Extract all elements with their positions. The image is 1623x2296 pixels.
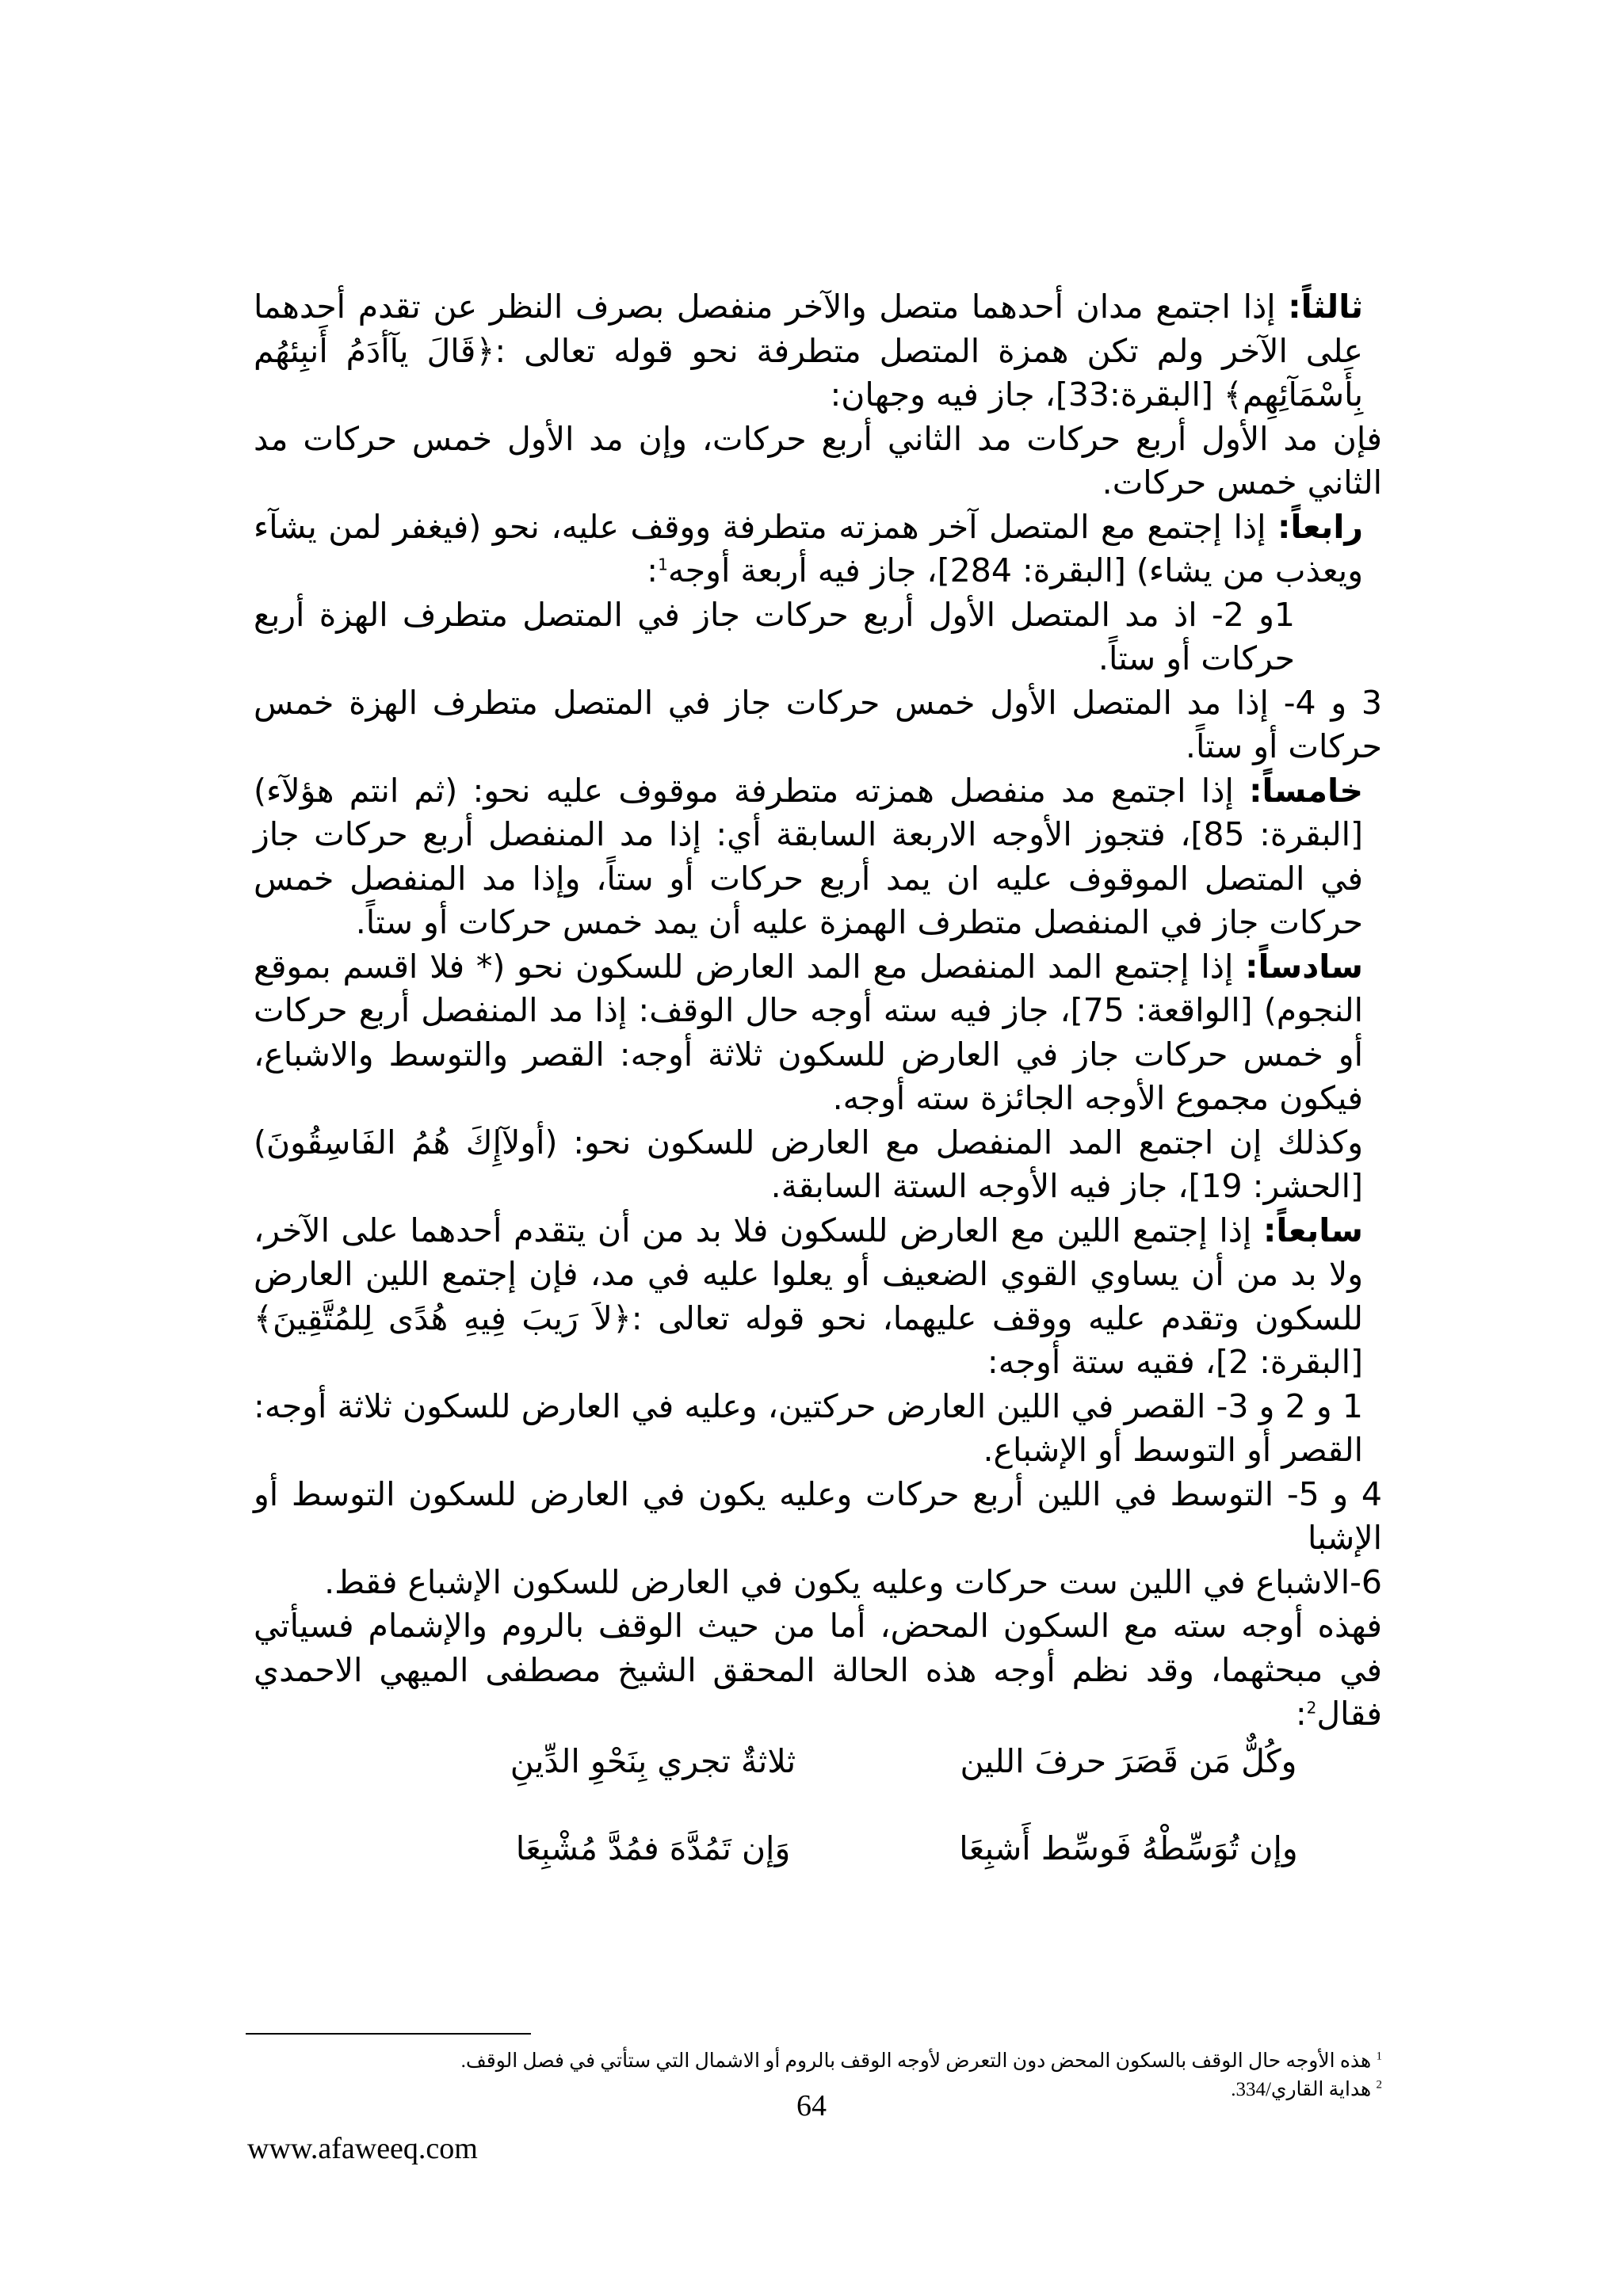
- page-number: 64: [796, 2089, 827, 2122]
- paragraph-tail: :: [647, 551, 659, 589]
- paragraph: [254, 1561, 1382, 1605]
- paragraph-text: 3 و 4- إذا مد المتصل الأول خمس حركات جاز في المتصل متطرف الهزة خمس حركات أو ستاً.: [254, 683, 1383, 765]
- paragraph: [254, 1385, 1382, 1473]
- paragraph: [254, 1473, 1382, 1561]
- verse-first-hemistich: وإن تُوَسِّطْهُ فَوسِّط أَشبِعَا: [959, 1829, 1298, 1867]
- heading-seventh: سابعاً:: [1262, 1211, 1363, 1249]
- paragraph-text: 4 و 5- التوسط في اللين أربع حركات وعليه يكون في العارض للسكون التوسط أو الإشبا: [254, 1474, 1382, 1557]
- poem-verse: [254, 1740, 1382, 1827]
- website-url[interactable]: www.afaweeq.com: [247, 2132, 478, 2165]
- paragraph-text: 1و 2- اذ مد المتصل الأول أربع حركات جاز في المتصل متطرف الهزة أربع حركات أو ستاً.: [254, 595, 1295, 677]
- paragraph-sixth: [254, 945, 1382, 1121]
- verse-second-hemistich: ثلاثةٌ تجري بِنَحْوِ الدِّينِ: [510, 1741, 796, 1780]
- paragraph-text: إذا إجتمع مع المتصل آخر همزته متطرفة ووقف عليه، نحو (فيغفر لمن يشآء ويعذب من يشاء) [البقرة: 284]، جاز فيه أربعة أوجه: [254, 507, 1363, 589]
- footnote-mark: 2: [1376, 2078, 1382, 2092]
- footnote-ref-2[interactable]: 2: [1306, 1698, 1317, 1718]
- heading-sixth: سادساً:: [1245, 947, 1363, 986]
- footnote-mark: 1: [1376, 2050, 1382, 2063]
- footnote-text: هداية القاري/334.: [1231, 2079, 1377, 2100]
- footnote-1: [254, 2047, 1382, 2076]
- poem: [254, 1740, 1382, 1914]
- paragraph-text: فإن مد الأول أربع حركات مد الثاني أربع حركات، وإن مد الأول خمس حركات مد الثاني خمس حركات.: [254, 419, 1382, 502]
- paragraph-fifth: [254, 769, 1382, 945]
- footnote-divider: [246, 2033, 531, 2035]
- paragraph-text: إذا اجتمع مدان أحدهما متصل والآخر منفصل بصرف النظر عن تقدم أحدهما على الآخر ولم تكن همزة المتصل متطرفة نحو قوله تعالى :﴿قَالَ يآأدَمُ أَنبِئهُم بِأَسْمَآئِهِم﴾ [البقرة:33]، جاز فيه وجهان:: [254, 288, 1363, 414]
- heading-fifth: خامساً:: [1249, 771, 1363, 810]
- paragraph: [254, 1121, 1382, 1209]
- paragraph-text: 6-الاشباع في اللين ست حركات وعليه يكون في العارض للسكون الإشباع فقط.: [324, 1562, 1382, 1601]
- paragraph: [254, 418, 1382, 505]
- paragraph-text: إذا إجتمع المد المنفصل مع المد العارض للسكون نحو (* فلا اقسم بموقع النجوم) [الواقعة: 75]، جاز فيه سته أوجه حال الوقف: إذا مد المنفصل أربع حركات أو خمس حركات جاز في العارض للسكون ثلاثة أوجه: القصر والتوسط والاشباع، فيكون مجموع الأوجه الجائزة سته أوجه.: [254, 947, 1363, 1117]
- paragraph-text: وكذلك إن اجتمع المد المنفصل مع العارض للسكون نحو: (أولآإِكَ هُمُ الفَاسِقُونَ) [الحشر: 19]، جاز فيه الأوجه الستة السابقة.: [254, 1123, 1363, 1205]
- heading-third: ثالثاً:: [1288, 288, 1363, 326]
- paragraph-fourth: [254, 505, 1382, 593]
- paragraph: [254, 681, 1382, 769]
- poem-verse: [254, 1827, 1382, 1914]
- footnote-ref-1[interactable]: 1: [658, 555, 668, 574]
- paragraph-tail: :: [1295, 1695, 1307, 1733]
- heading-fourth: رابعاً:: [1277, 507, 1363, 546]
- verse-first-hemistich: وكُلٌّ مَن قَصَرَ حرفَ اللين: [960, 1741, 1297, 1780]
- paragraph-text: فهذه أوجه سته مع السكون المحض، أما من حيث الوقف بالروم والإشمام فسيأتي في مبحثهما، وقد نظم أوجه هذه الحالة المحقق الشيخ مصطفى الميهي الاحمدي فقال: [254, 1607, 1382, 1733]
- paragraph-text: إذا اجتمع مد منفصل همزته متطرفة موقوف عليه نحو: (ثم انتم هؤلآء) [البقرة: 85]، فتجوز الأوجه الاربعة السابقة أي: إذا مد المنفصل أربع حركات جاز في المتصل الموقوف عليه ان يمد أربع حركات أو ستاً، وإذا مد المنفصل خمس حركات جاز في المنفصل متطرف الهمزة عليه أن يمد خمس حركات أو ستاً.: [254, 771, 1363, 941]
- paragraph-text: إذا إجتمع اللين مع العارض للسكون فلا بد من أن يتقدم أحدهما على الآخر، ولا بد من أن يساوي القوي الضعيف أو يعلوا عليه في مد، فإن إجتمع اللين العارض للسكون وتقدم عليه ووقف عليهما، نحو قوله تعالى :﴿لاَ رَيبَ فِيهِ هُدًى لِلمُتَّقِينَ﴾ [البقرة: 2]، فقيه ستة أوجه:: [254, 1211, 1363, 1381]
- paragraph-third: [254, 285, 1382, 418]
- verse-second-hemistich: وَإن تَمُدَّهَ فمُدَّ مُشْبِعَا: [515, 1829, 791, 1867]
- main-text: [254, 285, 1382, 1914]
- paragraph: [254, 1604, 1382, 1737]
- paragraph-text: 1 و 2 و 3- القصر في اللين العارض حركتين، وعليه في العارض للسكون ثلاثة أوجه: القصر أو التوسط أو الإشباع.: [254, 1386, 1363, 1469]
- paragraph-seventh: [254, 1209, 1382, 1385]
- paragraph: [254, 593, 1382, 681]
- footnote-text: هذه الأوجه حال الوقف بالسكون المحض دون التعرض لأوجه الوقف بالروم أو الاشمال التي ستأتي في فصل الوقف.: [460, 2050, 1377, 2072]
